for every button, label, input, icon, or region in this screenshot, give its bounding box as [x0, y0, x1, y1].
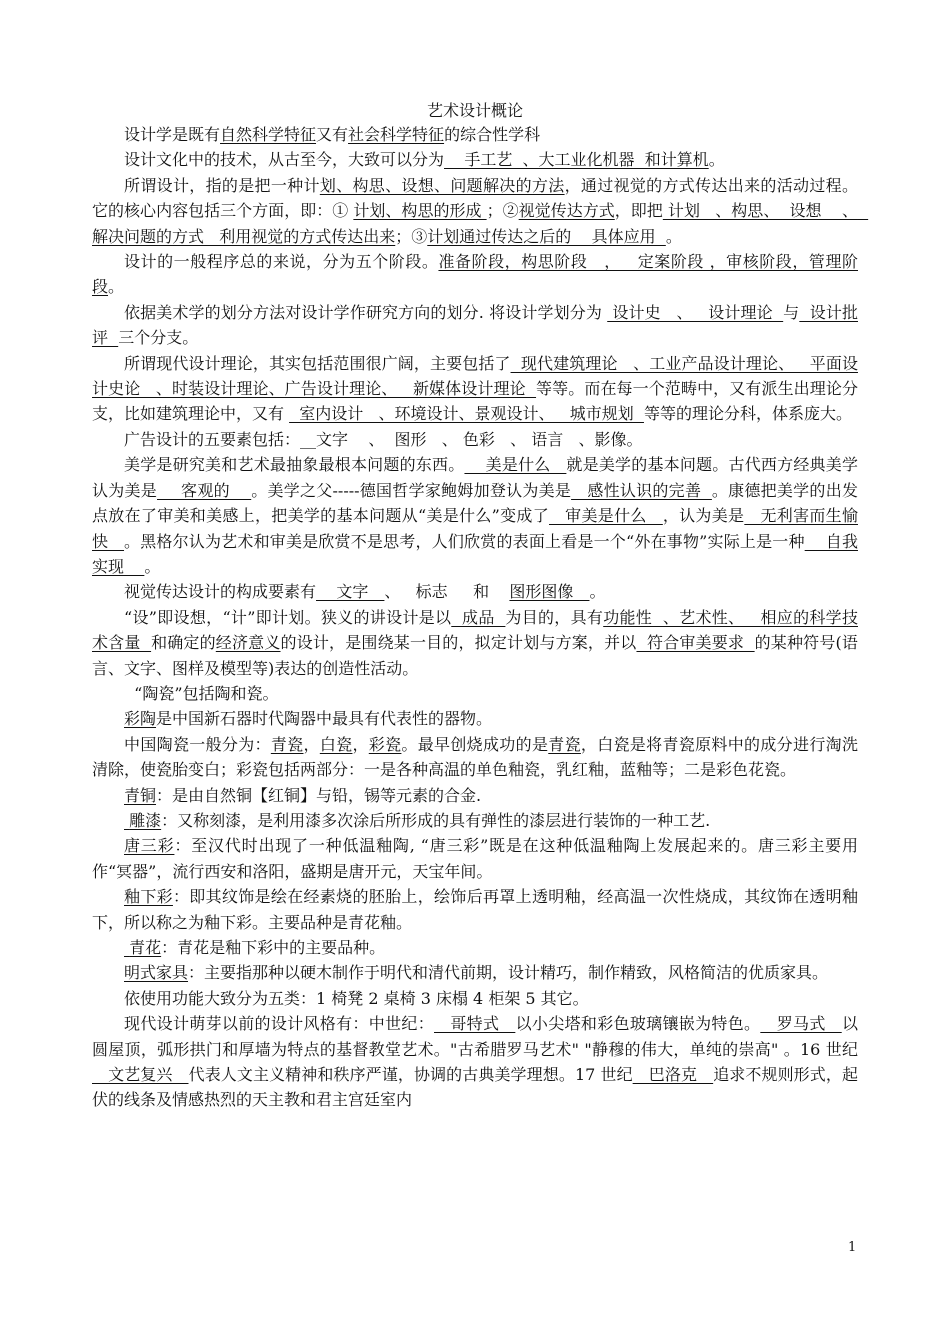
underlined-answer: 文字__	[316, 582, 385, 602]
text-run: 又有	[316, 125, 349, 144]
text-run: ，白瓷是将青瓷原料中的成分进行淘洗清除，使瓷胎变白；彩瓷包括两部分：一是各种高温的单色釉瓷，乳红釉，蓝釉等；二是彩色花瓷。	[92, 734, 858, 780]
text-run: ；②	[486, 201, 519, 221]
underlined-answer: 计划通过传达之后的 具体应用	[427, 226, 666, 246]
underlined-answer: __罗马式__	[760, 1014, 842, 1034]
text-run: 就是美学的基本问题。古代西方经典美学认为美是	[92, 455, 858, 500]
text-run: 。最早创烧成功的是	[401, 734, 549, 754]
paragraph	[92, 300, 858, 351]
underlined-answer: __感性认识的完善	[571, 480, 712, 500]
text-run: 设计的一般程序总的来说，分为五个阶段。	[124, 252, 439, 272]
text-run: 依使用功能大致分为五类：1 椅凳 2 桌椅 3 床榻 4 柜架 5 其它。	[124, 988, 589, 1008]
text-run: 所谓设计，指的是把一种计	[124, 175, 320, 195]
text-run: 。康德把美学的出发点放在了审美和美感上，把美学的基本问题从“美是什么”变成了	[92, 480, 858, 526]
underlined-answer: 彩瓷	[368, 734, 402, 754]
text-run: ：是由自然铜【红铜】与铅，锡等元素的合金.	[156, 785, 482, 805]
paragraph	[92, 1011, 858, 1113]
text-run: 。	[144, 556, 161, 576]
underlined-answer: 明式家具	[124, 963, 189, 983]
text-run: 。	[665, 226, 682, 246]
paragraph	[92, 249, 858, 300]
underlined-answer: 青瓷	[270, 734, 304, 754]
text-run: 的某种符号(语言、文字、图样及模型等)表达的创造性活动。	[92, 633, 858, 678]
underlined-answer: 符合审美要求	[636, 633, 755, 653]
paragraph	[92, 452, 858, 579]
text-run: 等等的理论分科，体系庞大。	[643, 404, 852, 424]
text-run: 是中国新石器时代陶器中最具有代表性的器物。	[156, 709, 493, 729]
text-run: 为目的，具有	[505, 607, 604, 627]
text-run: 美学是研究美和艺术最抽象最根本问题的东西。	[124, 455, 465, 475]
text-run: 三个分支。	[118, 328, 199, 348]
underlined-answer: 釉下彩	[124, 887, 173, 907]
paragraph	[92, 783, 858, 808]
underlined-answer: 计划、构思的形成	[353, 201, 487, 221]
underlined-answer: 功能性 、艺术性、 相应的科学技术含量	[92, 607, 858, 653]
text-run: ，通过视觉的方式传达出来的活动过程。它的核心内容包括三个方面，即：①	[92, 175, 858, 221]
text-run: 所谓现代设计理论，其实包括范围很广阔，主要包括了	[124, 353, 511, 373]
paragraph	[92, 681, 858, 706]
text-run: 与	[783, 302, 800, 322]
paragraph	[92, 147, 858, 172]
text-run: ，	[303, 734, 320, 754]
underlined-answer: 成品	[451, 607, 506, 627]
text-run: 中国陶瓷一般分为：	[124, 734, 271, 754]
text-run: 。美学之父-----德国哲学家鲍姆加登认为美是	[251, 480, 572, 500]
underlined-answer: 美是什么	[464, 455, 567, 475]
underlined-answer: 经济意义	[215, 633, 281, 653]
underlined-answer: _ 客观的	[157, 480, 252, 500]
paragraph	[92, 732, 858, 783]
underlined-answer: 雕漆	[124, 810, 162, 830]
text-run: ，即把	[614, 201, 663, 221]
text-run: “设”即设想，“计”即计划。狭义的讲设计是以	[124, 607, 452, 627]
paragraph	[92, 833, 858, 884]
underlined-answer: 青铜	[124, 785, 157, 805]
paragraph	[92, 122, 858, 147]
paragraph	[92, 579, 858, 604]
underlined-answer: 划、构思、设想、问题解决的方法	[319, 175, 565, 195]
text-run: 以小尖塔和彩色玻璃镶嵌为特色。	[515, 1014, 761, 1034]
paragraph	[92, 986, 858, 1011]
underlined-answer: 手工艺 、大工业化机器 和计算机	[444, 150, 709, 170]
text-run: ，认为美是	[662, 506, 745, 526]
underlined-answer: 自然科学特征	[220, 125, 317, 144]
text-run: 。黑格尔认为艺术和审美是欣赏不是思考，人们欣赏的表面上看是一个“外在事物”实际上是一种	[124, 531, 805, 551]
text-run: ：即其纹饰是绘在经素烧的胚胎上，绘饰后再罩上透明釉，经高温一次性烧成，其纹饰在透明釉下，所以称之为釉下彩。主要品种是青花釉。	[92, 887, 858, 932]
document-title: 艺术设计概论	[426, 101, 523, 120]
underlined-answer: 视觉传达方式	[518, 201, 615, 221]
paragraph	[92, 935, 858, 960]
text-run: 广告设计的五要素包括：__文字 、 图形 、 色彩 、 语言 、影像。	[124, 429, 643, 449]
underlined-answer: 唐三彩	[124, 836, 175, 856]
text-run: ，	[352, 734, 369, 754]
text-run: 的设计，是围绕某一目的，拟定计划与方案，并以	[280, 633, 637, 653]
paragraph	[92, 351, 858, 427]
text-run: 、 标志 和	[384, 582, 510, 602]
text-run: 现代设计萌芽以前的设计风格有：中世纪：	[124, 1014, 435, 1034]
underlined-answer: 设计史 、 设计理论	[607, 302, 784, 322]
paragraph	[92, 960, 858, 985]
paragraph	[92, 605, 858, 681]
paragraph	[92, 884, 858, 935]
text-run: 追求不规则形式，起伏的线条及情感热烈的天主教和君主宫廷室内	[92, 1065, 858, 1110]
text-run: 以圆屋顶，弧形拱门和厚墙为特点的基督教堂艺术。"古希腊罗马艺术" "静穆的伟大，单纯的崇高" 。16 世纪	[92, 1014, 858, 1059]
underlined-answer: 青花	[124, 938, 162, 957]
underlined-answer: 设计批评	[92, 302, 858, 348]
text-run: ；③	[395, 226, 428, 246]
underlined-answer: __哥特式__	[434, 1014, 516, 1034]
underlined-answer: 计划 、构思、 设想 、 解决问题的方式 利用视觉的方式传达出来	[92, 201, 869, 246]
underlined-answer: 无利害而生愉快	[92, 506, 858, 551]
underlined-answer: 青瓷	[548, 734, 581, 754]
document-body	[92, 122, 869, 1113]
underlined-answer: 现代建筑理论 、工业产品设计理论、 平面设计史论 、时装设计理论、广告设计理论、 新媒体设计理论	[92, 353, 858, 399]
text-run: “陶瓷”包括陶和瓷。	[124, 683, 279, 703]
paragraph	[92, 173, 869, 249]
text-run: 代表人文主义精神和秩序严谨，协调的古典美学理想。17 世纪	[188, 1065, 633, 1085]
underlined-answer: 室内设计 、环境设计、景观设计、 城市规划	[289, 404, 644, 424]
text-run: 。	[108, 277, 125, 297]
text-run: 视觉传达设计的构成要素有	[124, 582, 317, 602]
text-run: 的综合性学科	[444, 125, 541, 144]
text-run: ：又称刻漆，是利用漆多次涂后所形成的具有弹性的漆层进行装饰的一种工艺.	[161, 810, 711, 830]
underlined-answer: 审美是什么	[549, 506, 663, 526]
text-run: 依据美术学的划分方法对设计学作研究方向的划分. 将设计学划分为	[124, 302, 608, 322]
text-run: 。	[589, 582, 606, 602]
underlined-answer: 自我实现	[92, 531, 858, 576]
underlined-answer: 白瓷	[319, 734, 353, 754]
text-run: 等等。而在每一个范畴中，又有派生出理论分支，比如建筑理论中，又有	[92, 379, 858, 424]
underlined-answer: 准备阶段，构思阶段 ， 定案阶段 ，审核阶段，管理阶段	[92, 252, 858, 297]
text-run: ：至汉代时出现了一种低温釉陶, “唐三彩”既是在这种低温釉陶上发展起来的。唐三彩主要用作“冥器”，流行西安和洛阳，盛期是唐开元，天宝年间。	[92, 836, 858, 881]
text-run: 。	[708, 150, 725, 170]
text-run: ：青花是釉下彩中的主要品种。	[161, 938, 386, 957]
underlined-answer: 社会科学特征	[348, 125, 445, 144]
underlined-answer: __文艺复兴__	[92, 1065, 189, 1085]
text-run: 和确定的	[151, 633, 216, 653]
paragraph	[92, 706, 858, 731]
text-run: 设计学是既有	[124, 125, 221, 144]
underlined-answer: 彩陶	[124, 709, 157, 729]
text-run: ：主要指那种以硬木制作于明代和清代前期，设计精巧，制作精致，风格简洁的优质家具。	[188, 963, 829, 983]
underlined-answer: __巴洛克__	[632, 1065, 714, 1085]
text-run: 设计文化中的技术，从古至今，大致可以分为	[124, 150, 445, 170]
underlined-answer: 图形图像__	[509, 582, 590, 602]
paragraph	[92, 427, 858, 452]
paragraph	[92, 808, 858, 833]
page-number: 1	[848, 1240, 857, 1255]
